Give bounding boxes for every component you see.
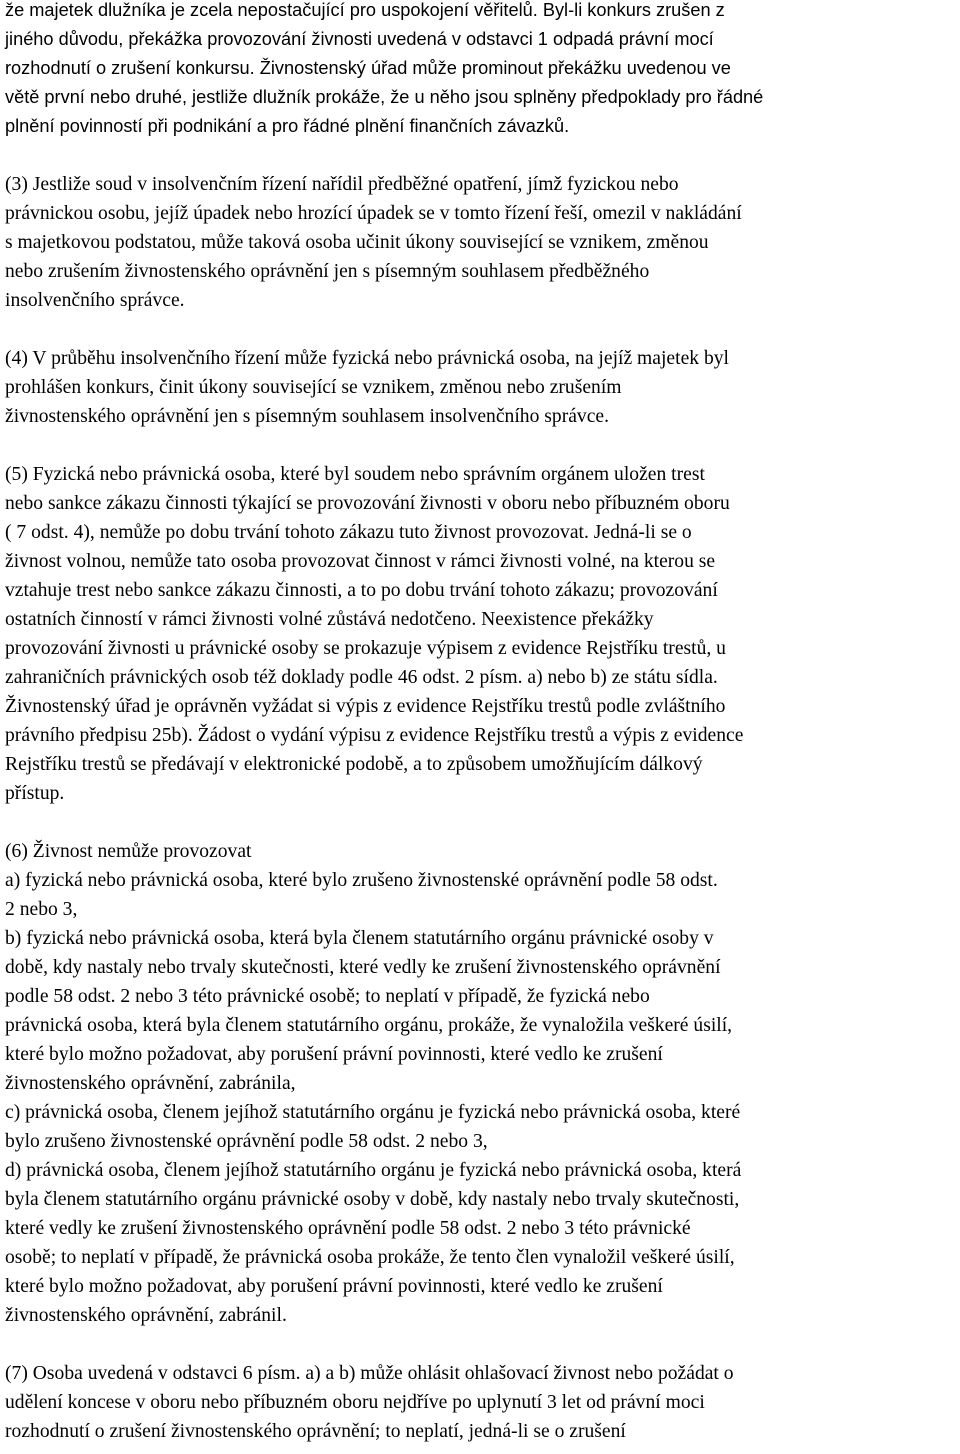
paragraph-3 [5,170,957,315]
text-line: (7) Osoba uvedená v odstavci 6 písm. a) a b) může ohlásit ohlašovací živnost nebo požádat o [5,1363,734,1384]
text-line: 2 nebo 3, [5,899,78,920]
text-line: prohlášen konkurs, činit úkony související se vznikem, změnou nebo zrušením [5,377,622,398]
text-line: Rejstříku trestů se předávají v elektronické podobě, a to způsobem umožňujícím dálkový [5,754,703,775]
text-line: a) fyzická nebo právnická osoba, které bylo zrušeno živnostenské oprávnění podle 58 odst. [5,870,718,891]
text-line: větě první nebo druhé, jestliže dlužník prokáže, že u něho jsou splněny předpoklady pro řádné [5,87,764,107]
paragraph-5 [5,460,957,808]
text-line: provozování živnosti u právnické osoby se prokazuje výpisem z evidence Rejstříku trestů, u [5,638,726,659]
paragraph-gap [5,315,957,344]
text-line: byla členem statutárního orgánu právnické osoby v době, kdy nastaly nebo trvaly skutečnosti, [5,1189,740,1210]
text-line: živnostenského oprávnění, zabránil. [5,1305,287,1326]
text-line: vztahuje trest nebo sankce zákazu činnosti, a to po dobu trvání tohoto zákazu; provozování [5,580,718,601]
text-line: Živnostenský úřad je oprávněn vyžádat si výpis z evidence Rejstříku trestů podle zvláštního [5,696,726,717]
text-line: (5) Fyzická nebo právnická osoba, které byl soudem nebo správním orgánem uložen trest [5,464,705,485]
text-line: které vedly ke zrušení živnostenského oprávnění podle 58 odst. 2 nebo 3 této právnické [5,1218,691,1239]
paragraph-6 [5,837,957,1330]
text-line: nebo sankce zákazu činnosti týkající se provozování živnosti v oboru nebo příbuzném oboru [5,493,730,514]
text-line: podle 58 odst. 2 nebo 3 této právnické osobě; to neplatí v případě, že fyzická nebo [5,986,650,1007]
text-line: d) právnická osoba, členem jejíhož statutárního orgánu je fyzická nebo právnická osoba, která [5,1160,742,1181]
text-line: živnostenského oprávnění jen s písemným souhlasem insolvenčního správce. [5,406,610,427]
text-line: ostatních činností v rámci živnosti volné zůstává nedotčeno. Neexistence překážky [5,609,654,630]
paragraph-gap [5,808,957,837]
text-line: (3) Jestliže soud v insolvenčním řízení nařídil předběžné opatření, jímž fyzickou nebo [5,174,679,195]
text-line: c) právnická osoba, členem jejíhož statutárního orgánu je fyzická nebo právnická osoba, které [5,1102,741,1123]
text-line: zahraničních právnických osob též doklady podle 46 odst. 2 písm. a) nebo b) ze státu sídla. [5,667,718,688]
text-line: (6) Živnost nemůže provozovat [5,841,252,862]
intro-paragraph [5,0,957,141]
text-line: s majetkovou podstatou, může taková osoba učinit úkony související se vznikem, změnou [5,232,709,253]
text-line: které bylo možno požadovat, aby porušení právní povinnosti, které vedlo ke zrušení [5,1276,663,1297]
text-line: přístup. [5,783,65,804]
paragraph-gap [5,141,957,170]
text-line: době, kdy nastaly nebo trvaly skutečnosti, které vedly ke zrušení živnostenského oprávnění [5,957,721,978]
text-line: ( 7 odst. 4), nemůže po dobu trvání tohoto zákazu tuto živnost provozovat. Jedná-li se o [5,522,692,543]
text-line: živnostenského oprávnění, zabránila, [5,1073,296,1094]
text-line: že majetek dlužníka je zcela nepostačující pro uspokojení věřitelů. Byl-li konkurs zrušen z [5,0,725,20]
text-line: insolvenčního správce. [5,290,185,311]
paragraph-7 [5,1359,957,1446]
text-line: b) fyzická nebo právnická osoba, která byla členem statutárního orgánu právnické osoby v [5,928,714,949]
text-line: živnost volnou, nemůže tato osoba provozovat činnost v rámci živnosti volné, na kterou se [5,551,716,572]
text-line: nebo zrušením živnostenského oprávnění jen s písemným souhlasem předběžného [5,261,650,282]
text-line: udělení koncese v oboru nebo příbuzném oboru nejdříve po uplynutí 3 let od právní moci [5,1392,705,1413]
text-line: plnění povinností při podnikání a pro řádné plnění finančních závazků. [5,116,570,136]
text-line: které bylo možno požadovat, aby porušení právní povinnosti, které vedlo ke zrušení [5,1044,663,1065]
document-page [5,0,957,1446]
text-line: bylo zrušeno živnostenské oprávnění podle 58 odst. 2 nebo 3, [5,1131,488,1152]
text-line: (4) V průběhu insolvenčního řízení může fyzická nebo právnická osoba, na jejíž majetek byl [5,348,730,369]
text-line: právního předpisu 25b). Žádost o vydání výpisu z evidence Rejstříku trestů a výpis z evidence [5,725,744,746]
paragraph-gap [5,431,957,460]
paragraph-gap [5,1330,957,1359]
text-line: rozhodnutí o zrušení konkursu. Živnostenský úřad může prominout překážku uvedenou ve [5,58,731,78]
paragraph-4 [5,344,957,431]
text-line: jiného důvodu, překážka provozování živnosti uvedená v odstavci 1 odpadá právní mocí [5,29,714,49]
text-line: právnická osoba, která byla členem statutárního orgánu, prokáže, že vynaložila veškeré úsilí, [5,1015,733,1036]
text-line: osobě; to neplatí v případě, že právnická osoba prokáže, že tento člen vynaložil veškeré úsilí, [5,1247,735,1268]
text-line: rozhodnutí o zrušení živnostenského oprávnění; to neplatí, jedná-li se o zrušení [5,1421,626,1442]
text-line: právnickou osobu, jejíž úpadek nebo hrozící úpadek se v tomto řízení řeší, omezil v nakládání [5,203,742,224]
